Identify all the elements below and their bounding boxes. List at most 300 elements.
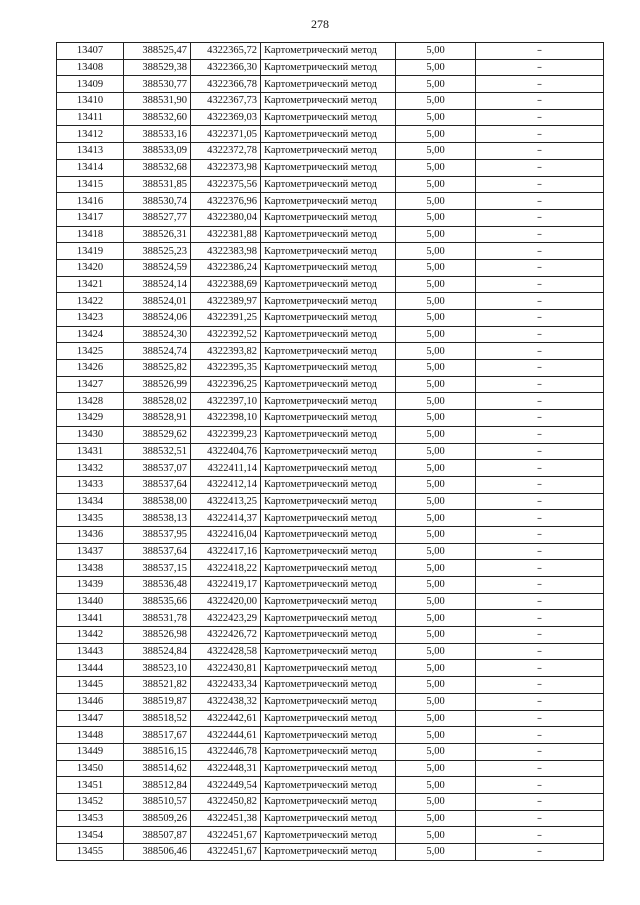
accuracy-cell: 5,00 — [396, 443, 476, 460]
y-coordinate-cell: 4322438,32 — [191, 693, 261, 710]
dash-cell: – — [476, 326, 604, 343]
y-coordinate-cell: 4322451,38 — [191, 810, 261, 827]
y-coordinate-cell: 4322371,05 — [191, 126, 261, 143]
point-number-cell: 13420 — [57, 259, 124, 276]
y-coordinate-cell: 4322381,88 — [191, 226, 261, 243]
point-number-cell: 13449 — [57, 743, 124, 760]
method-cell: Картометрический метод — [261, 543, 396, 560]
x-coordinate-cell: 388530,74 — [124, 193, 191, 210]
dash-cell: – — [476, 376, 604, 393]
method-cell: Картометрический метод — [261, 376, 396, 393]
accuracy-cell: 5,00 — [396, 126, 476, 143]
x-coordinate-cell: 388524,59 — [124, 259, 191, 276]
table-row — [57, 510, 604, 527]
method-cell: Картометрический метод — [261, 526, 396, 543]
dash-cell: – — [476, 827, 604, 844]
y-coordinate-cell: 4322388,69 — [191, 276, 261, 293]
x-coordinate-cell: 388533,09 — [124, 143, 191, 160]
table-row — [57, 293, 604, 310]
point-number-cell: 13423 — [57, 310, 124, 327]
dash-cell: – — [476, 343, 604, 360]
point-number-cell: 13441 — [57, 610, 124, 627]
accuracy-cell: 5,00 — [396, 243, 476, 260]
point-number-cell: 13425 — [57, 343, 124, 360]
point-number-cell: 13443 — [57, 643, 124, 660]
point-number-cell: 13446 — [57, 693, 124, 710]
x-coordinate-cell: 388523,10 — [124, 660, 191, 677]
table-row — [57, 243, 604, 260]
accuracy-cell: 5,00 — [396, 743, 476, 760]
table-row — [57, 43, 604, 60]
table-row — [57, 727, 604, 744]
point-number-cell: 13426 — [57, 360, 124, 377]
x-coordinate-cell: 388538,00 — [124, 493, 191, 510]
point-number-cell: 13454 — [57, 827, 124, 844]
accuracy-cell: 5,00 — [396, 226, 476, 243]
table-row — [57, 660, 604, 677]
y-coordinate-cell: 4322418,22 — [191, 560, 261, 577]
y-coordinate-cell: 4322393,82 — [191, 343, 261, 360]
x-coordinate-cell: 388524,14 — [124, 276, 191, 293]
table-row — [57, 159, 604, 176]
method-cell: Картометрический метод — [261, 710, 396, 727]
point-number-cell: 13428 — [57, 393, 124, 410]
y-coordinate-cell: 4322451,67 — [191, 844, 261, 861]
dash-cell: – — [476, 109, 604, 126]
dash-cell: – — [476, 543, 604, 560]
x-coordinate-cell: 388516,15 — [124, 743, 191, 760]
x-coordinate-cell: 388524,84 — [124, 643, 191, 660]
y-coordinate-cell: 4322392,52 — [191, 326, 261, 343]
x-coordinate-cell: 388528,91 — [124, 410, 191, 427]
method-cell: Картометрический метод — [261, 844, 396, 861]
dash-cell: – — [476, 293, 604, 310]
x-coordinate-cell: 388538,13 — [124, 510, 191, 527]
dash-cell: – — [476, 426, 604, 443]
method-cell: Картометрический метод — [261, 259, 396, 276]
dash-cell: – — [476, 143, 604, 160]
dash-cell: – — [476, 209, 604, 226]
dash-cell: – — [476, 627, 604, 644]
dash-cell: – — [476, 226, 604, 243]
method-cell: Картометрический метод — [261, 176, 396, 193]
point-number-cell: 13412 — [57, 126, 124, 143]
x-coordinate-cell: 388524,01 — [124, 293, 191, 310]
point-number-cell: 13411 — [57, 109, 124, 126]
accuracy-cell: 5,00 — [396, 710, 476, 727]
accuracy-cell: 5,00 — [396, 660, 476, 677]
x-coordinate-cell: 388530,77 — [124, 76, 191, 93]
point-number-cell: 13408 — [57, 59, 124, 76]
method-cell: Картометрический метод — [261, 777, 396, 794]
accuracy-cell: 5,00 — [396, 577, 476, 594]
dash-cell: – — [476, 393, 604, 410]
point-number-cell: 13416 — [57, 193, 124, 210]
point-number-cell: 13447 — [57, 710, 124, 727]
y-coordinate-cell: 4322428,58 — [191, 643, 261, 660]
x-coordinate-cell: 388507,87 — [124, 827, 191, 844]
accuracy-cell: 5,00 — [396, 159, 476, 176]
method-cell: Картометрический метод — [261, 410, 396, 427]
y-coordinate-cell: 4322426,72 — [191, 627, 261, 644]
dash-cell: – — [476, 360, 604, 377]
accuracy-cell: 5,00 — [396, 293, 476, 310]
x-coordinate-cell: 388532,51 — [124, 443, 191, 460]
x-coordinate-cell: 388524,30 — [124, 326, 191, 343]
point-number-cell: 13444 — [57, 660, 124, 677]
point-number-cell: 13429 — [57, 410, 124, 427]
y-coordinate-cell: 4322376,96 — [191, 193, 261, 210]
x-coordinate-cell: 388526,31 — [124, 226, 191, 243]
y-coordinate-cell: 4322399,23 — [191, 426, 261, 443]
y-coordinate-cell: 4322375,56 — [191, 176, 261, 193]
table-row — [57, 259, 604, 276]
y-coordinate-cell: 4322433,34 — [191, 677, 261, 694]
accuracy-cell: 5,00 — [396, 793, 476, 810]
x-coordinate-cell: 388537,64 — [124, 543, 191, 560]
y-coordinate-cell: 4322416,04 — [191, 526, 261, 543]
table-row — [57, 460, 604, 477]
accuracy-cell: 5,00 — [396, 643, 476, 660]
point-number-cell: 13433 — [57, 476, 124, 493]
accuracy-cell: 5,00 — [396, 693, 476, 710]
x-coordinate-cell: 388535,66 — [124, 593, 191, 610]
point-number-cell: 13409 — [57, 76, 124, 93]
y-coordinate-cell: 4322396,25 — [191, 376, 261, 393]
table-row — [57, 593, 604, 610]
dash-cell: – — [476, 677, 604, 694]
table-row — [57, 827, 604, 844]
accuracy-cell: 5,00 — [396, 326, 476, 343]
accuracy-cell: 5,00 — [396, 827, 476, 844]
y-coordinate-cell: 4322417,16 — [191, 543, 261, 560]
y-coordinate-cell: 4322412,14 — [191, 476, 261, 493]
accuracy-cell: 5,00 — [396, 376, 476, 393]
dash-cell: – — [476, 159, 604, 176]
method-cell: Картометрический метод — [261, 693, 396, 710]
method-cell: Картометрический метод — [261, 76, 396, 93]
point-number-cell: 13424 — [57, 326, 124, 343]
point-number-cell: 13422 — [57, 293, 124, 310]
x-coordinate-cell: 388526,98 — [124, 627, 191, 644]
y-coordinate-cell: 4322430,81 — [191, 660, 261, 677]
point-number-cell: 13414 — [57, 159, 124, 176]
method-cell: Картометрический метод — [261, 343, 396, 360]
accuracy-cell: 5,00 — [396, 543, 476, 560]
method-cell: Картометрический метод — [261, 610, 396, 627]
accuracy-cell: 5,00 — [396, 176, 476, 193]
dash-cell: – — [476, 460, 604, 477]
accuracy-cell: 5,00 — [396, 59, 476, 76]
point-number-cell: 13440 — [57, 593, 124, 610]
x-coordinate-cell: 388529,62 — [124, 426, 191, 443]
accuracy-cell: 5,00 — [396, 343, 476, 360]
coordinates-table — [56, 42, 604, 861]
table-row — [57, 743, 604, 760]
table-row — [57, 343, 604, 360]
dash-cell: – — [476, 660, 604, 677]
accuracy-cell: 5,00 — [396, 610, 476, 627]
x-coordinate-cell: 388524,74 — [124, 343, 191, 360]
table-row — [57, 176, 604, 193]
method-cell: Картометрический метод — [261, 760, 396, 777]
x-coordinate-cell: 388532,60 — [124, 109, 191, 126]
accuracy-cell: 5,00 — [396, 493, 476, 510]
table-row — [57, 693, 604, 710]
table-row — [57, 793, 604, 810]
table-row — [57, 393, 604, 410]
x-coordinate-cell: 388509,26 — [124, 810, 191, 827]
y-coordinate-cell: 4322383,98 — [191, 243, 261, 260]
y-coordinate-cell: 4322369,03 — [191, 109, 261, 126]
x-coordinate-cell: 388525,23 — [124, 243, 191, 260]
accuracy-cell: 5,00 — [396, 727, 476, 744]
dash-cell: – — [476, 59, 604, 76]
accuracy-cell: 5,00 — [396, 510, 476, 527]
table-row — [57, 810, 604, 827]
y-coordinate-cell: 4322419,17 — [191, 577, 261, 594]
point-number-cell: 13413 — [57, 143, 124, 160]
accuracy-cell: 5,00 — [396, 426, 476, 443]
dash-cell: – — [476, 610, 604, 627]
y-coordinate-cell: 4322391,25 — [191, 310, 261, 327]
method-cell: Картометрический метод — [261, 109, 396, 126]
point-number-cell: 13453 — [57, 810, 124, 827]
x-coordinate-cell: 388536,48 — [124, 577, 191, 594]
accuracy-cell: 5,00 — [396, 777, 476, 794]
accuracy-cell: 5,00 — [396, 526, 476, 543]
y-coordinate-cell: 4322366,78 — [191, 76, 261, 93]
table-row — [57, 610, 604, 627]
x-coordinate-cell: 388518,52 — [124, 710, 191, 727]
y-coordinate-cell: 4322444,61 — [191, 727, 261, 744]
point-number-cell: 13448 — [57, 727, 124, 744]
y-coordinate-cell: 4322372,78 — [191, 143, 261, 160]
point-number-cell: 13436 — [57, 526, 124, 543]
coordinates-table-body — [57, 43, 604, 861]
table-row — [57, 560, 604, 577]
point-number-cell: 13421 — [57, 276, 124, 293]
method-cell: Картометрический метод — [261, 560, 396, 577]
x-coordinate-cell: 388533,16 — [124, 126, 191, 143]
dash-cell: – — [476, 560, 604, 577]
accuracy-cell: 5,00 — [396, 627, 476, 644]
point-number-cell: 13452 — [57, 793, 124, 810]
method-cell: Картометрический метод — [261, 593, 396, 610]
dash-cell: – — [476, 310, 604, 327]
dash-cell: – — [476, 777, 604, 794]
table-row — [57, 443, 604, 460]
table-row — [57, 627, 604, 644]
method-cell: Картометрический метод — [261, 243, 396, 260]
method-cell: Картометрический метод — [261, 476, 396, 493]
x-coordinate-cell: 388537,64 — [124, 476, 191, 493]
method-cell: Картометрический метод — [261, 627, 396, 644]
point-number-cell: 13431 — [57, 443, 124, 460]
method-cell: Картометрический метод — [261, 93, 396, 110]
accuracy-cell: 5,00 — [396, 476, 476, 493]
table-row — [57, 677, 604, 694]
accuracy-cell: 5,00 — [396, 259, 476, 276]
y-coordinate-cell: 4322395,35 — [191, 360, 261, 377]
table-row — [57, 760, 604, 777]
y-coordinate-cell: 4322411,14 — [191, 460, 261, 477]
table-row — [57, 59, 604, 76]
dash-cell: – — [476, 510, 604, 527]
accuracy-cell: 5,00 — [396, 593, 476, 610]
table-row — [57, 310, 604, 327]
x-coordinate-cell: 388537,07 — [124, 460, 191, 477]
dash-cell: – — [476, 693, 604, 710]
x-coordinate-cell: 388525,47 — [124, 43, 191, 60]
x-coordinate-cell: 388532,68 — [124, 159, 191, 176]
table-row — [57, 109, 604, 126]
dash-cell: – — [476, 243, 604, 260]
table-row — [57, 360, 604, 377]
accuracy-cell: 5,00 — [396, 209, 476, 226]
method-cell: Картометрический метод — [261, 59, 396, 76]
dash-cell: – — [476, 593, 604, 610]
table-row — [57, 209, 604, 226]
table-row — [57, 376, 604, 393]
accuracy-cell: 5,00 — [396, 360, 476, 377]
dash-cell: – — [476, 476, 604, 493]
accuracy-cell: 5,00 — [396, 193, 476, 210]
accuracy-cell: 5,00 — [396, 677, 476, 694]
table-row — [57, 777, 604, 794]
table-row — [57, 426, 604, 443]
x-coordinate-cell: 388531,78 — [124, 610, 191, 627]
method-cell: Картометрический метод — [261, 443, 396, 460]
dash-cell: – — [476, 643, 604, 660]
dash-cell: – — [476, 727, 604, 744]
dash-cell: – — [476, 43, 604, 60]
table-row — [57, 493, 604, 510]
y-coordinate-cell: 4322413,25 — [191, 493, 261, 510]
method-cell: Картометрический метод — [261, 126, 396, 143]
y-coordinate-cell: 4322373,98 — [191, 159, 261, 176]
x-coordinate-cell: 388506,46 — [124, 844, 191, 861]
table-row — [57, 410, 604, 427]
dash-cell: – — [476, 577, 604, 594]
method-cell: Картометрический метод — [261, 793, 396, 810]
accuracy-cell: 5,00 — [396, 43, 476, 60]
dash-cell: – — [476, 126, 604, 143]
dash-cell: – — [476, 710, 604, 727]
y-coordinate-cell: 4322449,54 — [191, 777, 261, 794]
point-number-cell: 13418 — [57, 226, 124, 243]
x-coordinate-cell: 388527,77 — [124, 209, 191, 226]
dash-cell: – — [476, 443, 604, 460]
dash-cell: – — [476, 526, 604, 543]
table-row — [57, 643, 604, 660]
x-coordinate-cell: 388521,82 — [124, 677, 191, 694]
x-coordinate-cell: 388526,99 — [124, 376, 191, 393]
y-coordinate-cell: 4322451,67 — [191, 827, 261, 844]
table-row — [57, 226, 604, 243]
point-number-cell: 13450 — [57, 760, 124, 777]
method-cell: Картометрический метод — [261, 660, 396, 677]
x-coordinate-cell: 388537,15 — [124, 560, 191, 577]
x-coordinate-cell: 388512,84 — [124, 777, 191, 794]
method-cell: Картометрический метод — [261, 43, 396, 60]
table-row — [57, 126, 604, 143]
method-cell: Картометрический метод — [261, 393, 396, 410]
table-row — [57, 577, 604, 594]
y-coordinate-cell: 4322414,37 — [191, 510, 261, 527]
y-coordinate-cell: 4322366,30 — [191, 59, 261, 76]
table-row — [57, 193, 604, 210]
point-number-cell: 13415 — [57, 176, 124, 193]
point-number-cell: 13419 — [57, 243, 124, 260]
point-number-cell: 13438 — [57, 560, 124, 577]
point-number-cell: 13442 — [57, 627, 124, 644]
y-coordinate-cell: 4322380,04 — [191, 209, 261, 226]
x-coordinate-cell: 388510,57 — [124, 793, 191, 810]
accuracy-cell: 5,00 — [396, 310, 476, 327]
point-number-cell: 13445 — [57, 677, 124, 694]
accuracy-cell: 5,00 — [396, 460, 476, 477]
y-coordinate-cell: 4322398,10 — [191, 410, 261, 427]
x-coordinate-cell: 388514,62 — [124, 760, 191, 777]
y-coordinate-cell: 4322420,00 — [191, 593, 261, 610]
accuracy-cell: 5,00 — [396, 93, 476, 110]
y-coordinate-cell: 4322365,72 — [191, 43, 261, 60]
table-row — [57, 76, 604, 93]
dash-cell: – — [476, 810, 604, 827]
method-cell: Картометрический метод — [261, 193, 396, 210]
point-number-cell: 13435 — [57, 510, 124, 527]
point-number-cell: 13430 — [57, 426, 124, 443]
method-cell: Картометрический метод — [261, 677, 396, 694]
y-coordinate-cell: 4322386,24 — [191, 259, 261, 276]
method-cell: Картометрический метод — [261, 143, 396, 160]
table-row — [57, 710, 604, 727]
x-coordinate-cell: 388531,85 — [124, 176, 191, 193]
method-cell: Картометрический метод — [261, 293, 396, 310]
y-coordinate-cell: 4322367,73 — [191, 93, 261, 110]
dash-cell: – — [476, 176, 604, 193]
point-number-cell: 13427 — [57, 376, 124, 393]
y-coordinate-cell: 4322423,29 — [191, 610, 261, 627]
method-cell: Картометрический метод — [261, 159, 396, 176]
point-number-cell: 13451 — [57, 777, 124, 794]
method-cell: Картометрический метод — [261, 326, 396, 343]
page-number: 278 — [311, 17, 329, 31]
table-row — [57, 543, 604, 560]
dash-cell: – — [476, 259, 604, 276]
dash-cell: – — [476, 743, 604, 760]
method-cell: Картометрический метод — [261, 827, 396, 844]
x-coordinate-cell: 388525,82 — [124, 360, 191, 377]
point-number-cell: 13439 — [57, 577, 124, 594]
dash-cell: – — [476, 760, 604, 777]
dash-cell: – — [476, 844, 604, 861]
point-number-cell: 13432 — [57, 460, 124, 477]
point-number-cell: 13410 — [57, 93, 124, 110]
method-cell: Картометрический метод — [261, 510, 396, 527]
method-cell: Картометрический метод — [261, 310, 396, 327]
dash-cell: – — [476, 193, 604, 210]
y-coordinate-cell: 4322448,31 — [191, 760, 261, 777]
y-coordinate-cell: 4322397,10 — [191, 393, 261, 410]
method-cell: Картометрический метод — [261, 577, 396, 594]
accuracy-cell: 5,00 — [396, 810, 476, 827]
table-row — [57, 93, 604, 110]
method-cell: Картометрический метод — [261, 276, 396, 293]
y-coordinate-cell: 4322446,78 — [191, 743, 261, 760]
accuracy-cell: 5,00 — [396, 844, 476, 861]
